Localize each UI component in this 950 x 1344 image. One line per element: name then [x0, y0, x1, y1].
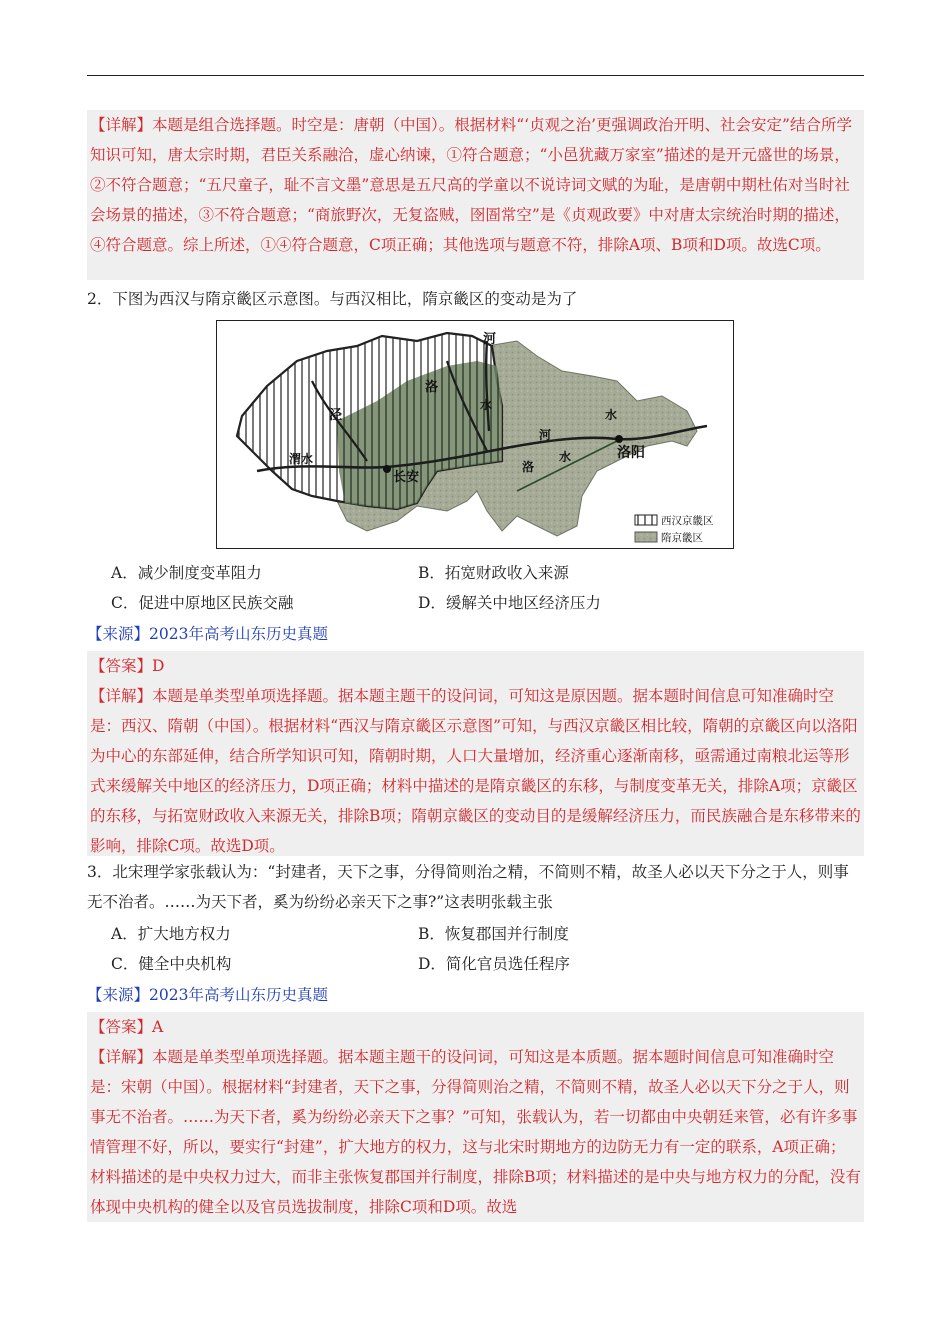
map-label-weishui: 渭水 — [289, 452, 314, 466]
q2-answer: 【答案】D — [90, 657, 165, 675]
q2-option-b[interactable]: B．拓宽财政收入来源 — [418, 564, 569, 582]
map-label-shui3: 水 — [559, 450, 572, 464]
changan-marker — [383, 465, 391, 473]
legend-swatch-sui — [635, 532, 657, 542]
question-2-stem: 2．下图为西汉与隋京畿区示意图。与西汉相比，隋京畿区的变动是为了 — [87, 290, 578, 308]
question-3-stem: 3．北宋理学家张载认为：“封建者，天下之事，分得简则治之精，不简则不精，故圣人必以天下分之于人，则事无不治者。……为天下者，奚为纷纷必亲天下之事?”这表明张载主张 — [87, 863, 849, 911]
q3-option-b[interactable]: B．恢复郡国并行制度 — [418, 925, 569, 943]
q2-explanation: 【详解】本题是单类型单项选择题。据本题主题干的设问词，可知这是原因题。据本题时间信息可知准确时空是：西汉、隋朝（中国）。根据材料“西汉与隋京畿区示意图”可知，与西汉京畿区相比较，隋朝的京畿区向以洛阳为中心的东部延伸，结合所学知识可知，隋朝时期，人口大量增加，经济重心逐渐南移，亟需通过南粮北运等形式来缓解关中地区的经济压力，D项正确；材料中描述的是隋京畿区的东移，与制度变革无关，排除A项；京畿区的东移，与拓宽财政收入来源无关，排除B项；隋朝京畿区的变动目的是缓解经济压力，而民族融合是东移带来的影响，排除C项。故选D项。 — [90, 687, 861, 855]
legend-label-western-han: 西汉京畿区 — [661, 515, 714, 527]
q2-option-a[interactable]: A．减少制度变革阻力 — [111, 564, 262, 582]
q3-explanation: 【详解】本题是单类型单项选择题。据本题主题干的设问词，可知这是本质题。据本题时间信息可知准确时空是：宋朝（中国）。根据材料“封建者，天下之事，分得简则治之精，不简则不精，故圣人必以天下分之于人，则事无不治者。……为天下者，奚为纷纷必亲天下之事？”可知，张载认为，若一切都由中央朝廷来管，必有许多事情管理不好，所以，要实行“封建”，扩大地方的权力，这与北宋时期地方的边防无力有一定的联系，A项正确；材料描述的是中央权力过大，而非主张恢复郡国并行制度，排除B项；材料描述的是中央与地方权力的分配，没有体现中央机构的健全以及官员选拔制度，排除C项和D项。故选 — [90, 1048, 861, 1216]
luoyang-marker — [615, 435, 623, 443]
map-label-jing: 泾 — [329, 408, 343, 423]
q2-answer-block — [87, 651, 864, 856]
map-label-luo: 洛 — [425, 380, 439, 395]
legend-swatch-western-han — [635, 515, 657, 525]
q3-option-d[interactable]: D．简化官员选任程序 — [418, 955, 570, 973]
legend-label-sui: 隋京畿区 — [661, 532, 703, 544]
q2-option-c[interactable]: C．促进中原地区民族交融 — [111, 594, 294, 612]
header-rule — [87, 75, 864, 76]
map-label-luo2: 洛 — [522, 460, 535, 474]
map-label-shui-upper: 水 — [480, 398, 493, 412]
map-label-changan: 长安 — [393, 470, 420, 485]
q3-source: 【来源】2023年高考山东历史真题 — [87, 986, 328, 1004]
explanation-block-1 — [87, 110, 864, 280]
map-label-shui2: 水 — [605, 408, 618, 422]
map-figure — [216, 320, 734, 549]
q3-option-a[interactable]: A．扩大地方权力 — [111, 925, 231, 943]
q3-option-c[interactable]: C．健全中央机构 — [111, 955, 232, 973]
q2-source: 【来源】2023年高考山东历史真题 — [87, 625, 328, 643]
map-label-he: 河 — [483, 332, 497, 347]
map-label-luoyang: 洛阳 — [617, 445, 645, 461]
explanation-text: 【详解】本题是组合选择题。时空是：唐朝（中国）。根据材料“‘贞观之治’更强调政治开明、社会安定”结合所学知识可知，唐太宗时期，君臣关系融洽，虚心纳谏，①符合题意；“小邑犹藏万家室”描述的是开元盛世的场景，②不符合题意；“五尺童子，耻不言文墨”意思是五尺高的学童以不说诗词文赋的为耻，是唐朝中期杜佑对当时社会场景的描述，③不符合题意；“商旅野次，无复盗贼，囹圄常空”是《贞观政要》中对唐太宗统治时期的描述，④符合题意。综上所述，①④符合题意，C项正确；其他选项与题意不符，排除A项、B项和D项。故选C项。 — [90, 116, 852, 254]
q3-answer: 【答案】A — [90, 1018, 164, 1036]
q3-answer-block — [87, 1012, 864, 1222]
map-svg — [217, 321, 734, 549]
map-label-he2: 河 — [539, 428, 552, 442]
q2-option-d[interactable]: D．缓解关中地区经济压力 — [418, 594, 601, 612]
